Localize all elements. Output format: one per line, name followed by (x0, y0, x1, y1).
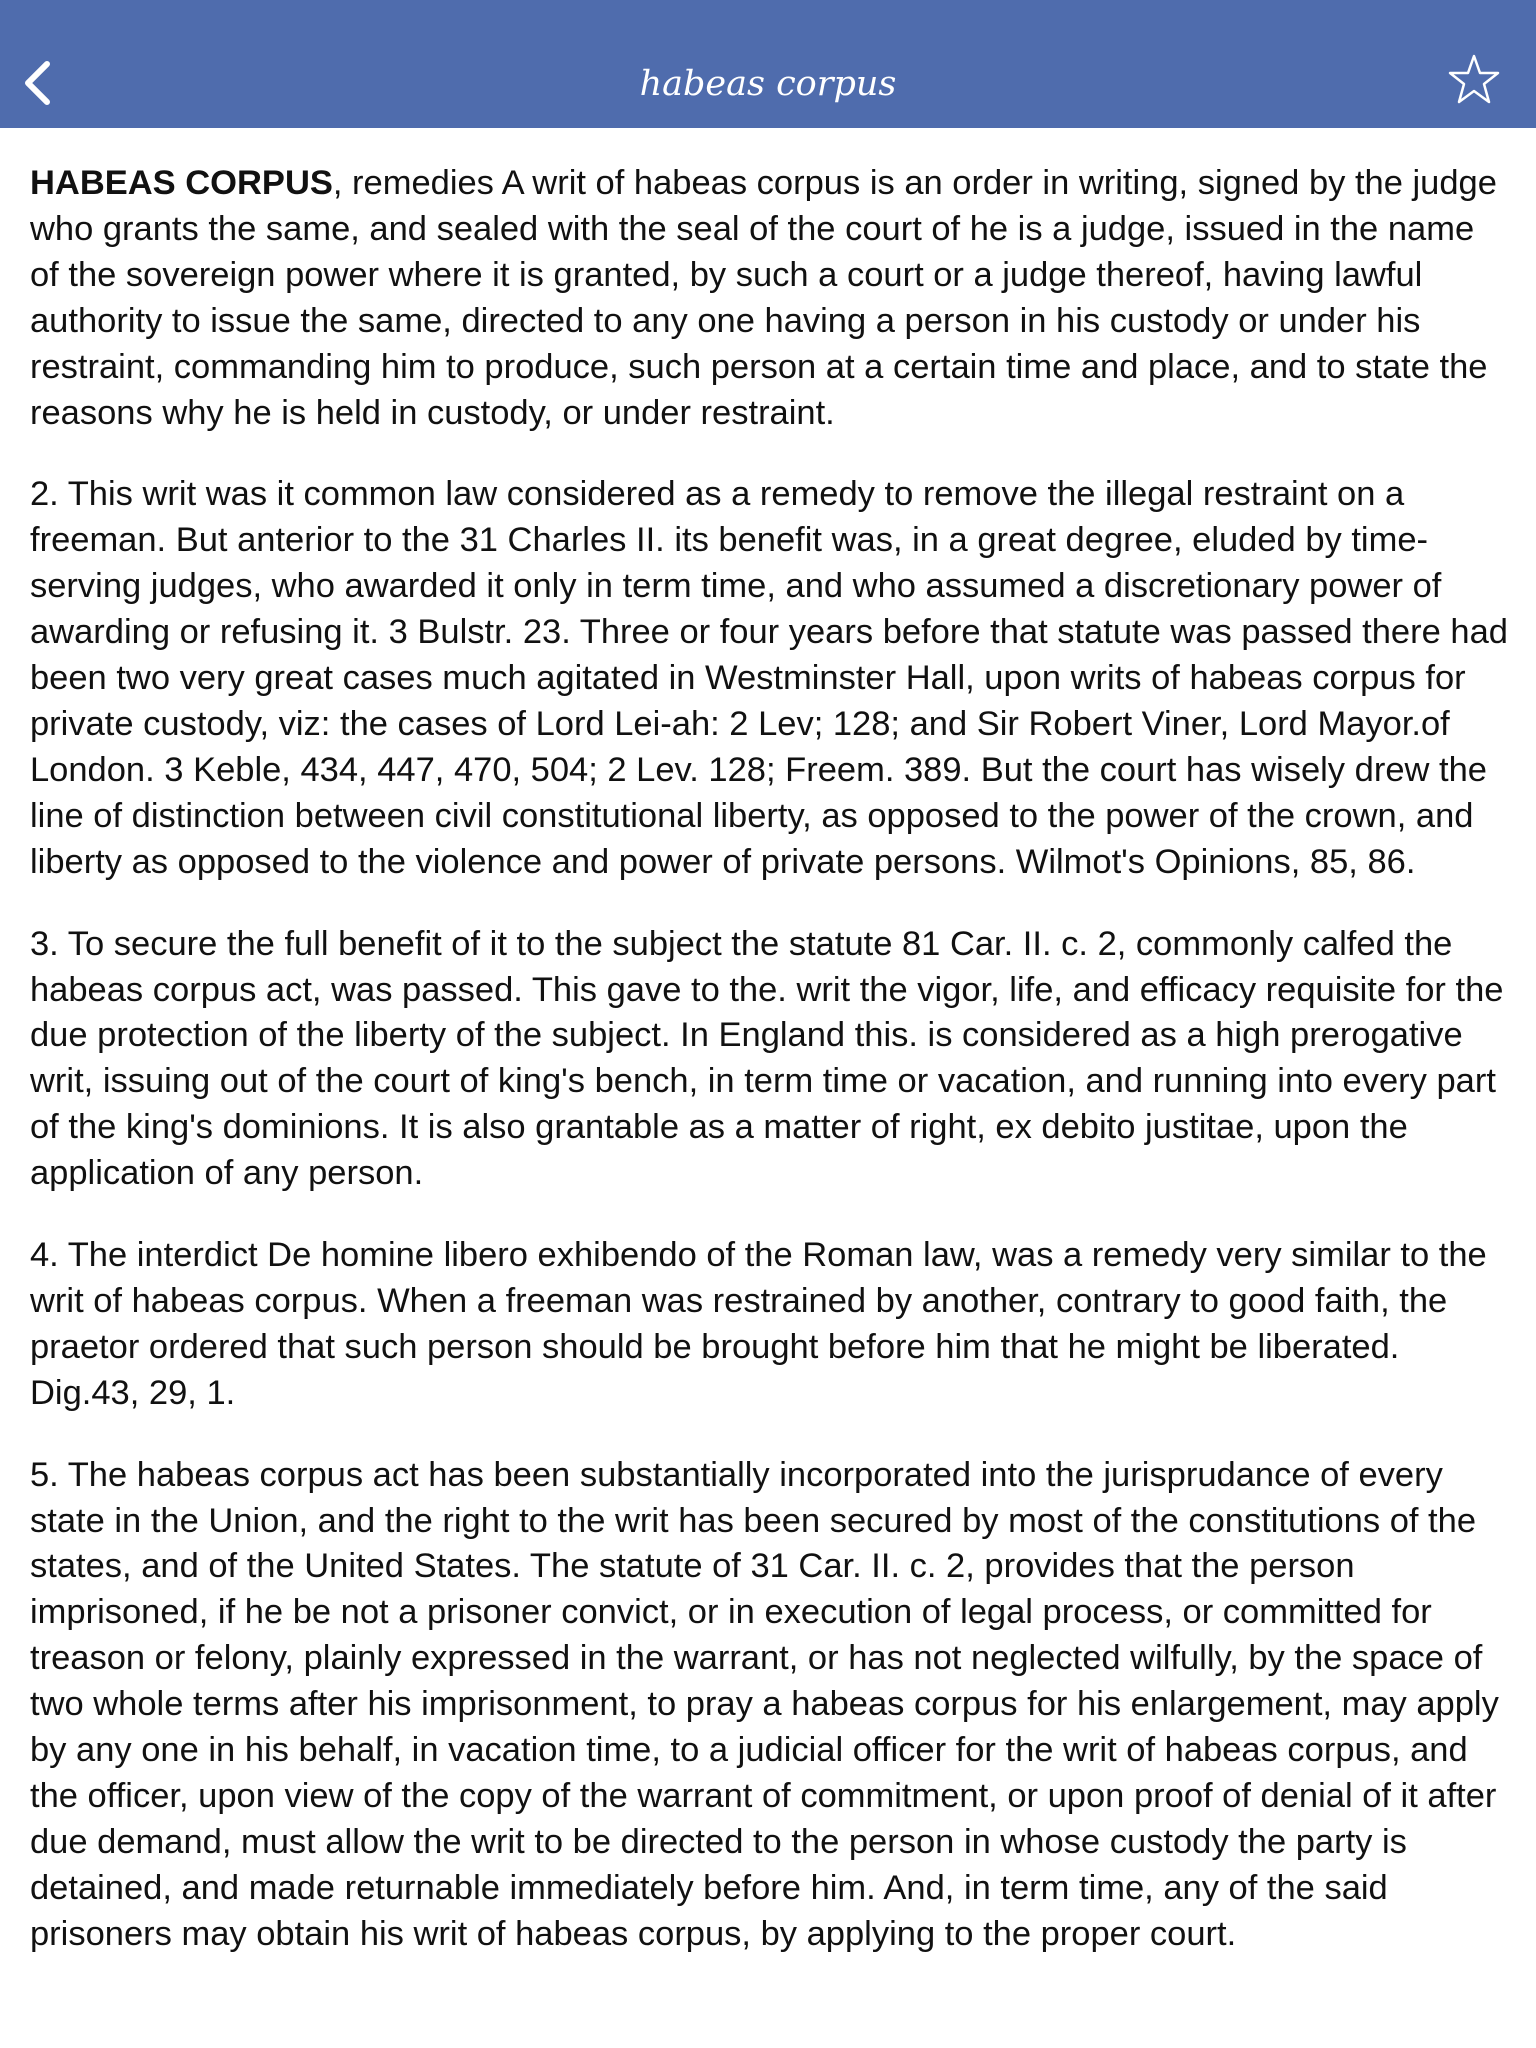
definition-paragraph-2: 2. This writ was it common law considered as a remedy to remove the illegal restraint on a freeman. But anterior to the 31 Charles II. its benefit was, in a great degree, eluded by time-serving judges, who awarded it only in term time, and who assumed a discretionary power of awarding or refusing it. 3 Bulstr. 23. Three or four years before that statute was passed there had been two very great cases much agitated in Westminster Hall, upon writs of habeas corpus for private custody, viz: the cases of Lord Lei-ah: 2 Lev; 128; and Sir Robert Viner, Lord Mayor.of London. 3 Keble, 434, 447, 470, 504; 2 Lev. 128; Freem. 389. But the court has wisely drew the line of distinction between civil constitutional liberty, as opposed to the power of the crown, and liberty as opposed to the violence and power of private persons. Wilmot's Opinions, 85, 86. (30, 475, 1508, 881)
navigation-bar (0, 0, 1536, 128)
favorite-button[interactable] (1446, 52, 1502, 108)
star-outline-icon (1446, 52, 1502, 108)
definition-paragraph-4: 4. The interdict De homine libero exhibendo of the Roman law, was a remedy very similar to the writ of habeas corpus. When a freeman was restrained by another, contrary to good faith, the praetor ordered that such person should be brought before him that he might be liberated. Dig.43, 29, 1. (30, 1236, 1487, 1412)
entry-content (30, 161, 1510, 1994)
definition-paragraph-1 (30, 161, 1510, 436)
entry-headword: HABEAS CORPUS (30, 164, 333, 202)
page-title: habeas corpus (639, 64, 897, 104)
definition-paragraph-5: 5. The habeas corpus act has been substantially incorporated into the jurisprudance of every state in the Union, and the right to the writ has been secured by most of the constitutions of the states, and of the United States. The statute of 31 Car. II. c. 2, provides that the person imprisoned, if he be not a prisoner convict, or in execution of legal process, or committed for treason or felony, plainly expressed in the warrant, or has not neglected wilfully, by the space of two whole terms after his imprisonment, to pray a habeas corpus for his enlargement, may apply by any one in his behalf, in vacation time, to a judicial officer for the writ of habeas corpus, and the officer, upon view of the copy of the warrant of commitment, or upon proof of denial of it after due demand, must allow the writ to be directed to the person in whose custody the party is detained, and made returnable immediately before him. And, in term time, any of the said prisoners may obtain his writ of habeas corpus, by applying to the proper court. (30, 1455, 1499, 1953)
entry-intro-text: , remedies A writ of habeas corpus is an order in writing, signed by the judge who grants the same, and sealed with the seal of the court of he is a judge, issued in the name of the sovereign power where it is granted, by such a court or a judge thereof, having lawful authority to issue the same, directed to any one having a person in his custody or under his restraint, commanding him to produce, such person at a certain time and place, and to state the reasons why he is held in custody, or under restraint. (30, 164, 1497, 432)
definition-paragraph-3: 3. To secure the full benefit of it to the subject the statute 81 Car. II. c. 2, commonly calfed the habeas corpus act, was passed. This gave to the. writ the vigor, life, and efficacy requisite for the due protection of the liberty of the subject. In England this. is considered as a high prerogative writ, issuing out of the court of king's bench, in term time or vacation, and running into every part of the king's dominions. It is also grantable as a matter of right, ex debito justitae, upon the application of any person. (30, 924, 1504, 1193)
